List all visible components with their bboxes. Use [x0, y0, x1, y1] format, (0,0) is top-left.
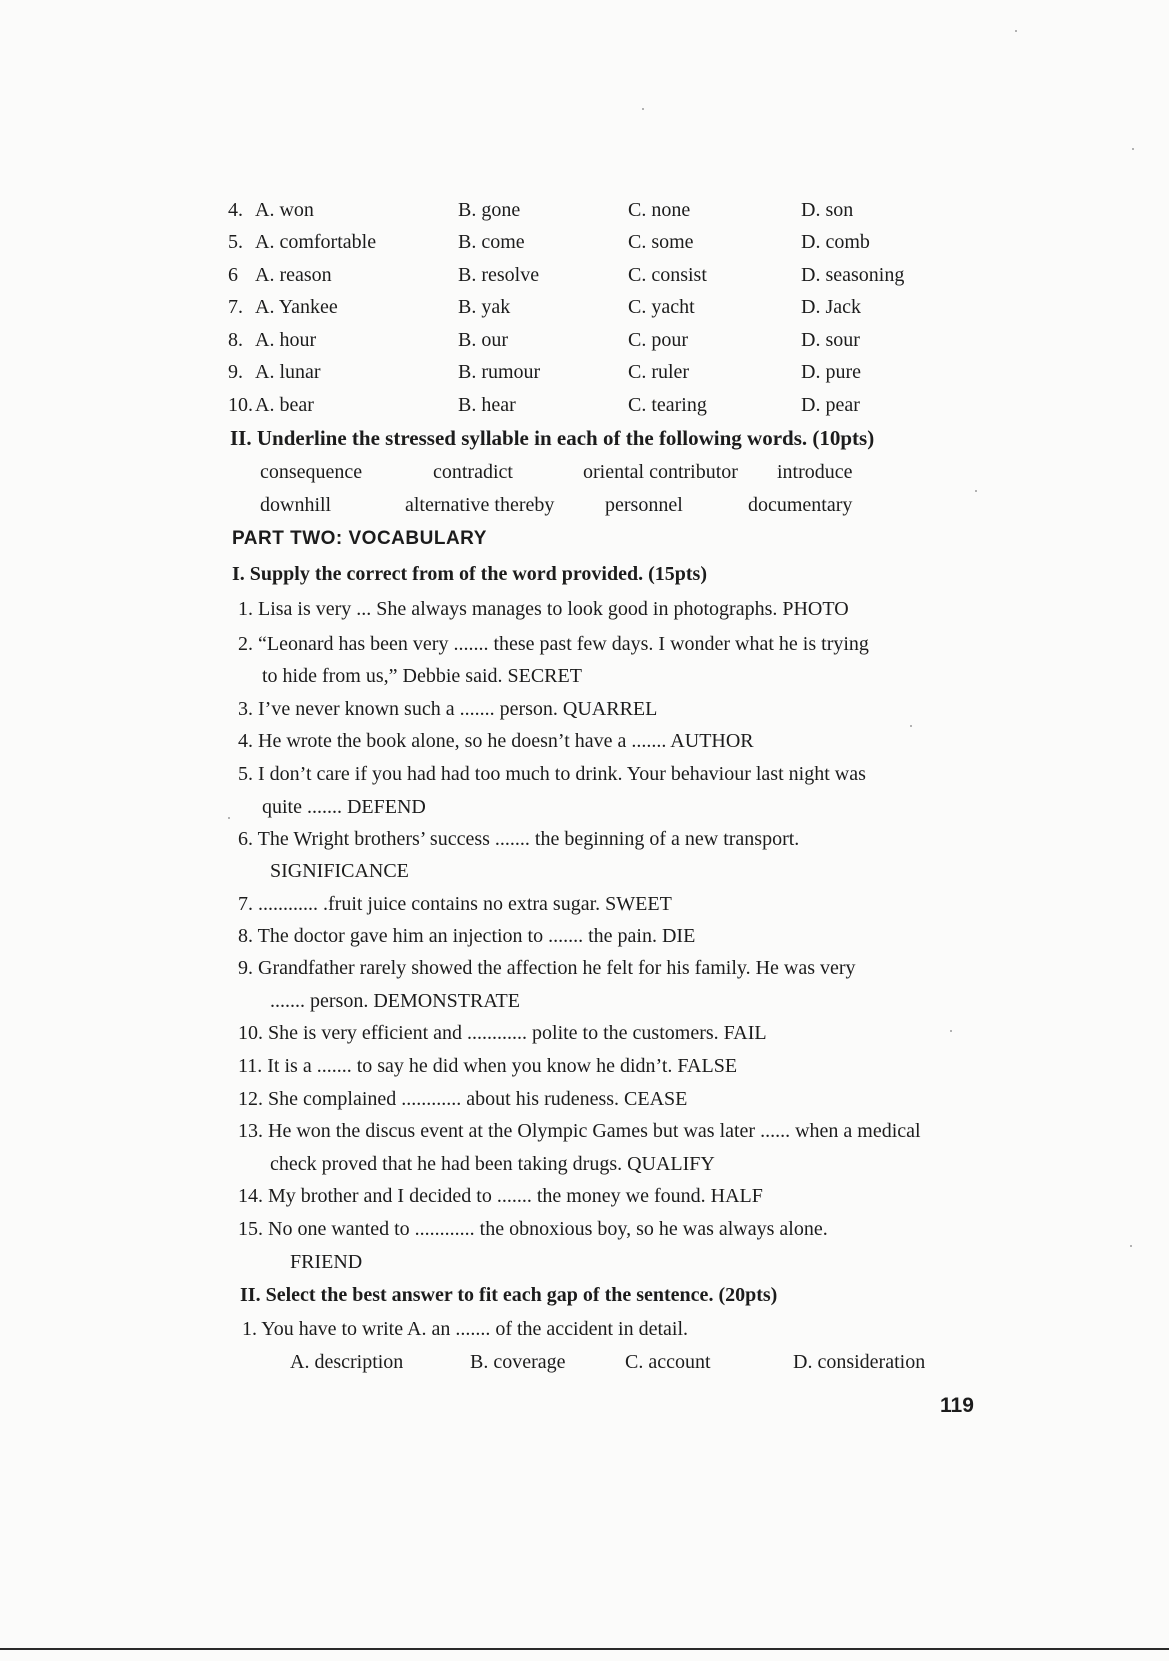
question-line: 9. Grandfather rarely showed the affection he felt for his family. He was very [238, 957, 856, 979]
scan-speck [910, 725, 912, 727]
part-two-heading: PART TWO: VOCABULARY [232, 528, 487, 549]
question-number: 7. [228, 296, 243, 318]
option-a: A. hour [255, 329, 317, 351]
stress-word: downhill [260, 494, 332, 516]
question-number: 8. [228, 329, 243, 351]
option-c: C. account [625, 1351, 711, 1373]
question-line: 6. The Wright brothers’ success ....... the beginning of a new transport. [238, 828, 800, 850]
scan-speck [228, 817, 230, 819]
question-number: 9. [228, 361, 243, 383]
question-line: 1. You have to write A. an ....... of the accident in detail. [242, 1318, 689, 1340]
option-b: B. yak [458, 296, 511, 318]
question-line: 4. He wrote the book alone, so he doesn’t have a ....... AUTHOR [238, 730, 754, 752]
question-line: 11. It is a ....... to say he did when you know he didn’t. FALSE [238, 1055, 738, 1077]
scan-speck [1130, 1245, 1132, 1247]
stress-word: documentary [748, 494, 853, 516]
section-i-heading: I. Supply the correct from of the word provided. (15pts) [232, 563, 707, 585]
scan-speck [642, 108, 644, 110]
section-ii-heading: II. Select the best answer to fit each gap of the sentence. (20pts) [240, 1284, 778, 1306]
option-c: C. consist [628, 264, 707, 286]
question-line: 1. Lisa is very ... She always manages to look good in photographs. PHOTO [238, 598, 849, 620]
option-a: A. Yankee [255, 296, 338, 318]
page-number: 119 [940, 1394, 974, 1417]
stress-word: oriental contributor [583, 461, 738, 483]
option-d: D. pure [801, 361, 861, 383]
option-c: C. some [628, 231, 694, 253]
stress-word: alternative thereby [405, 494, 555, 516]
pronunciation-row [228, 360, 948, 390]
stress-word: personnel [605, 494, 683, 516]
pronunciation-row [228, 295, 948, 325]
stress-word-row [260, 493, 910, 521]
option-a: A. bear [255, 394, 314, 416]
option-d: D. seasoning [801, 264, 905, 286]
scan-speck [975, 490, 977, 492]
option-c: C. yacht [628, 296, 695, 318]
stress-word: consequence [260, 461, 363, 483]
option-a: A. reason [255, 264, 332, 286]
question-line: 12. She complained ............ about his rudeness. CEASE [238, 1088, 688, 1110]
pronunciation-row [228, 263, 948, 293]
stress-section-heading: II. Underline the stressed syllable in each of the following words. (10pts) [230, 426, 875, 450]
pronunciation-row [228, 198, 948, 228]
question-line: 5. I don’t care if you had had too much to drink. Your behaviour last night was [238, 763, 866, 785]
option-b: B. hear [458, 394, 516, 416]
option-a: A. won [255, 199, 314, 221]
option-a: A. description [290, 1351, 404, 1373]
option-a: A. comfortable [255, 231, 377, 253]
question-line: 13. He won the discus event at the Olympic Games but was later ...... when a medical [238, 1120, 921, 1142]
question-line: SIGNIFICANCE [270, 860, 409, 882]
scan-speck [1132, 148, 1134, 150]
question-line: ....... person. DEMONSTRATE [270, 990, 520, 1012]
option-c: C. ruler [628, 361, 690, 383]
question-line: to hide from us,” Debbie said. SECRET [262, 665, 582, 687]
option-c: C. pour [628, 329, 688, 351]
option-d: D. son [801, 199, 854, 221]
question-line: 2. “Leonard has been very ....... these past few days. I wonder what he is trying [238, 633, 869, 655]
option-d: D. sour [801, 329, 860, 351]
question-line: check proved that he had been taking drugs. QUALIFY [270, 1153, 715, 1175]
pronunciation-row [228, 393, 948, 423]
option-d: D. comb [801, 231, 870, 253]
page-bottom-edge [0, 1648, 1169, 1650]
question-line: quite ....... DEFEND [262, 796, 426, 818]
scan-speck [950, 1030, 952, 1032]
answer-options [290, 1350, 930, 1378]
stress-word-row [260, 460, 910, 488]
stress-word: contradict [433, 461, 513, 483]
question-line: 15. No one wanted to ............ the obnoxious boy, so he was always alone. [238, 1218, 828, 1240]
question-number: 5. [228, 231, 243, 253]
question-number: 6 [228, 264, 238, 286]
pronunciation-row [228, 230, 948, 260]
question-line: 3. I’ve never known such a ....... person. QUARREL [238, 698, 658, 720]
option-b: B. coverage [470, 1351, 566, 1373]
option-d: D. consideration [793, 1351, 926, 1373]
question-number: 4. [228, 199, 243, 221]
stress-word: introduce [777, 461, 853, 483]
option-c: C. none [628, 199, 691, 221]
option-d: D. pear [801, 394, 860, 416]
option-b: B. our [458, 329, 508, 351]
option-a: A. lunar [255, 361, 321, 383]
option-b: B. gone [458, 199, 521, 221]
option-d: D. Jack [801, 296, 861, 318]
pronunciation-row [228, 328, 948, 358]
question-line: 10. She is very efficient and ............ polite to the customers. FAIL [238, 1022, 767, 1044]
question-line: 14. My brother and I decided to ....... the money we found. HALF [238, 1185, 763, 1207]
question-line: 7. ............ .fruit juice contains no extra sugar. SWEET [238, 893, 672, 915]
option-b: B. rumour [458, 361, 541, 383]
question-number: 10. [228, 394, 253, 416]
scan-speck [1015, 30, 1017, 32]
option-c: C. tearing [628, 394, 707, 416]
question-line: FRIEND [290, 1251, 363, 1273]
question-line: 8. The doctor gave him an injection to ....... the pain. DIE [238, 925, 696, 947]
option-b: B. come [458, 231, 525, 253]
option-b: B. resolve [458, 264, 540, 286]
